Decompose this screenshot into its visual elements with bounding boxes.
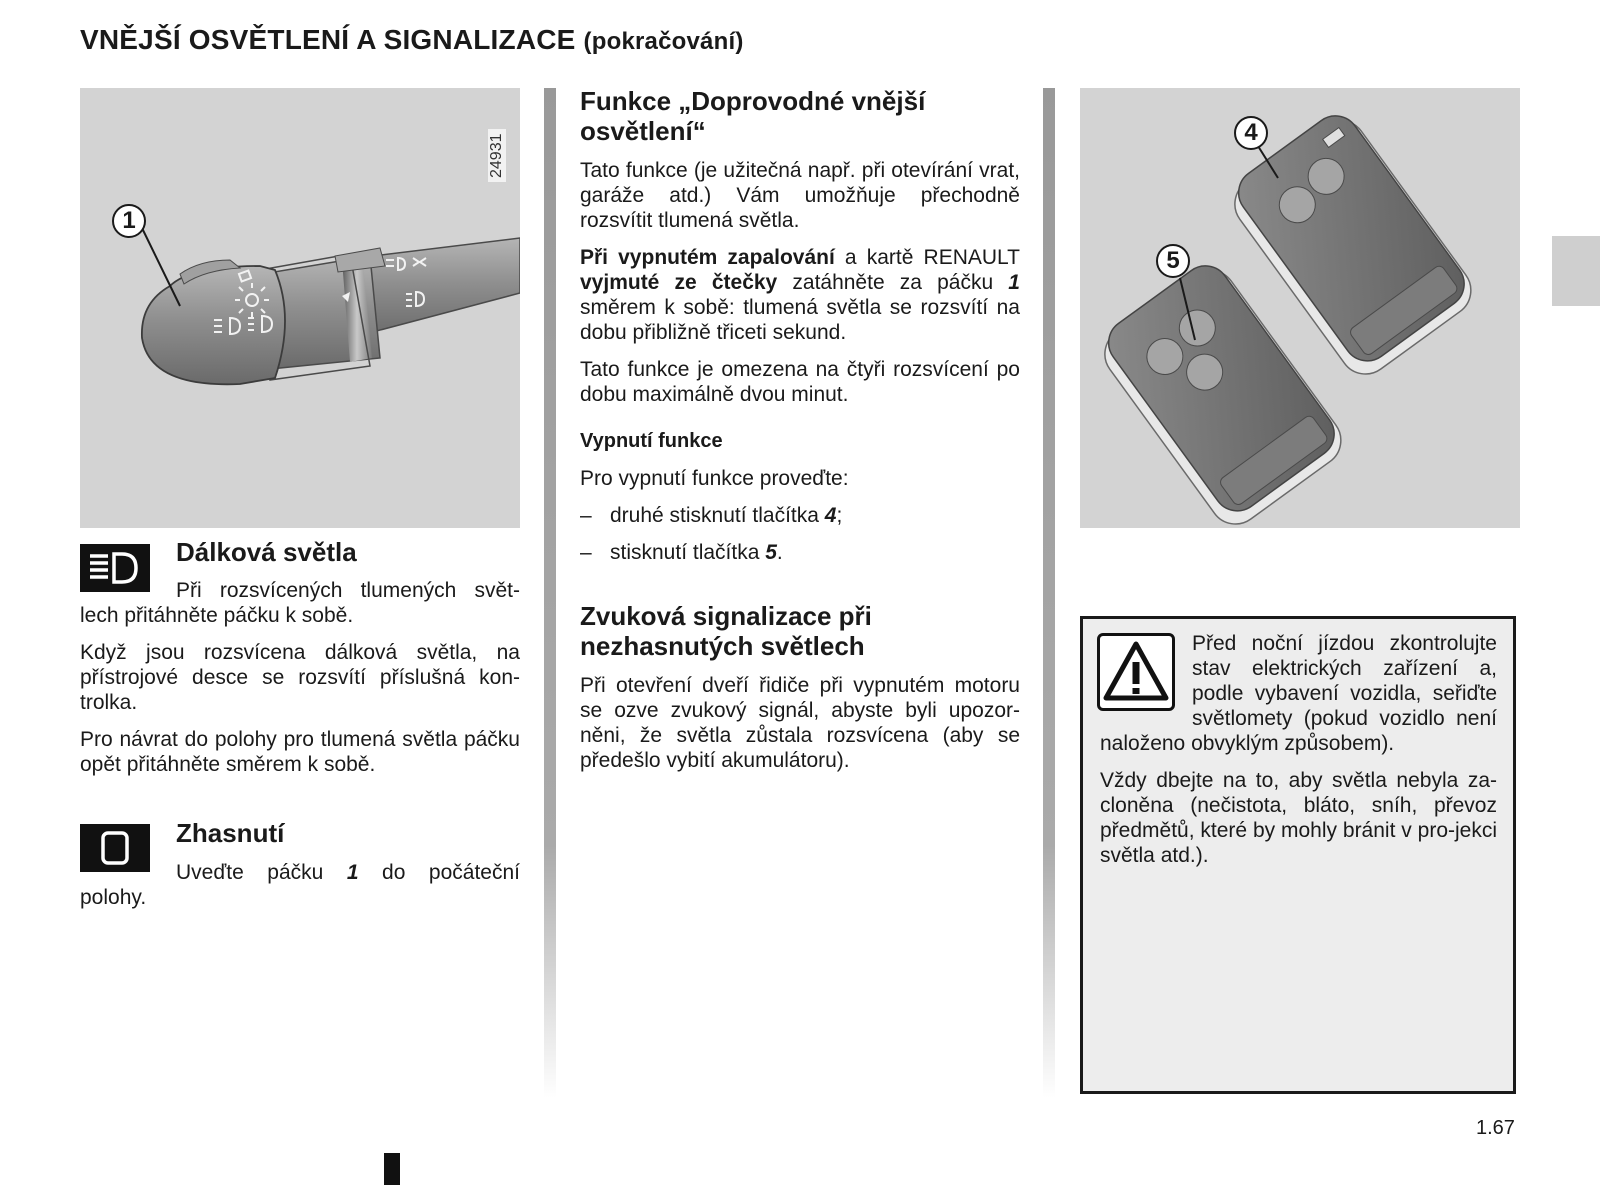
lights-off-heading: Zhasnutí: [176, 818, 285, 848]
text-run: Uveďte páčku: [176, 861, 347, 884]
list-dash: –: [580, 541, 592, 564]
escort-paragraph: Tato funkce (je užitečná např. při otevírání vrat, garáže atd.) Vám umožňuje přechodně rozsvítit tlumená světla.: [580, 159, 1020, 232]
text-run: druhé stisknutí tlačítka: [610, 504, 825, 527]
buzzer-paragraph: Při otevření dveří řidiče při vypnutém motoru se ozve zvukový signál, abyste byli upozor-něni, že světla zůstala rozsvícena (aby se předešlo vybití akumulátoru).: [580, 674, 1020, 772]
list-item-text: [610, 503, 842, 528]
lights-off-paragraph: [80, 860, 520, 910]
escort-paragraph: Tato funkce je omezena na čtyři rozsvícení po dobu maximálně dvou minut.: [580, 358, 1020, 406]
figure-reference-number: 24931: [488, 130, 506, 183]
list-item: [580, 540, 1020, 565]
column-rule-left: [544, 88, 556, 1098]
print-mark: [384, 1153, 400, 1185]
title-sub: (pokračování): [583, 28, 744, 55]
lights-off-section: [80, 860, 520, 922]
warning-paragraph: Vždy dbejte na to, aby světla nebyla za-cloněna (nečistota, bláto, sníh, převoz předmětů, které by mohly bránit v pro-jekci světla atd.).: [1100, 769, 1497, 867]
high-beam-paragraph: Pro návrat do polohy pro tlumená světla páčku opět přitáhněte směrem k sobě.: [80, 728, 520, 776]
warning-paragraph: Před noční jízdou zkontrolujte stav elektrických zařízení a, podle vybavení vozidla, seřiďte světlomety (pokud vozidlo není naloženo obvyklým způsobem).: [1100, 632, 1497, 755]
text-run: a kartě RENAULT: [834, 246, 1020, 269]
light-stalk-illustration: [80, 88, 520, 528]
part-number: 4: [824, 504, 837, 527]
escort-paragraph: Pro vypnutí funkce proveďte:: [580, 467, 849, 490]
high-beam-paragraph: Při rozsvícených tlumených svět-lech přitáhněte páčku k sobě.: [80, 579, 520, 627]
part-number: 1: [1008, 271, 1020, 294]
disable-function-heading: Vypnutí funkce: [580, 430, 723, 452]
text-run: zatáhněte za páčku: [777, 271, 1009, 294]
escort-paragraph: [580, 245, 1020, 345]
bold-run: Při vypnutém zapalování: [580, 246, 835, 269]
callout-5: 5: [1156, 244, 1190, 278]
warning-box: [1080, 616, 1516, 1094]
key-cards-drawing: [1080, 88, 1520, 528]
high-beam-section: [80, 578, 520, 789]
renault-card-illustration: [1080, 88, 1520, 528]
column-rule-right: [1043, 88, 1055, 1098]
high-beam-paragraph: Když jsou rozsvícena dálková světla, na přístrojové desce se rozsvítí příslušná kon-trolka.: [80, 641, 520, 714]
part-number: 1: [346, 861, 359, 884]
list-item-text: [610, 540, 783, 565]
list-item: [580, 503, 1020, 528]
title-main: VNĚJŠÍ OSVĚTLENÍ A SIGNALIZACE: [80, 24, 576, 55]
callout-4: 4: [1234, 116, 1268, 150]
warning-text: [1100, 631, 1497, 880]
buzzer-heading: Zvuková signalizace při nezhasnutých světlech: [580, 601, 872, 661]
text-run: do počáteční polohy.: [80, 861, 520, 909]
escort-lighting-heading: Funkce „Doprovodné vnější osvětlení“: [580, 86, 926, 146]
bold-run: vyjmuté ze čtečky: [580, 271, 778, 294]
middle-column: [580, 86, 1020, 785]
text-run: stisknutí tlačítka: [610, 541, 766, 564]
text-run: ;: [836, 504, 843, 527]
light-stalk-drawing: [80, 88, 520, 528]
list-dash: –: [580, 504, 592, 527]
text-run: .: [776, 541, 783, 564]
section-tab: [1552, 236, 1600, 306]
page-title: [80, 24, 744, 56]
text-run: směrem k sobě: tlumená světla se rozsvítí na dobu přibližně třiceti sekund.: [580, 296, 1020, 344]
page-number: 1.67: [1476, 1117, 1515, 1139]
callout-1: 1: [112, 204, 146, 238]
part-number: 5: [765, 541, 777, 564]
high-beam-heading: Dálková světla: [176, 537, 357, 567]
